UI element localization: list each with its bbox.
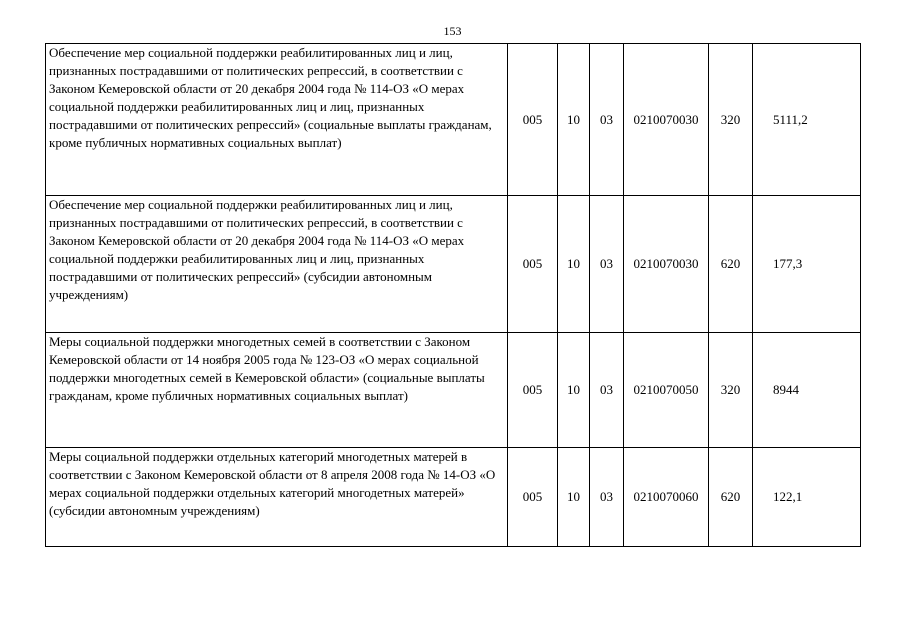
- ministry-code-cell: 005: [508, 333, 558, 448]
- expense-type-cell: 620: [709, 448, 753, 547]
- table-row: [46, 196, 861, 333]
- subsection-code-cell: 03: [590, 448, 624, 547]
- table-row: [46, 448, 861, 547]
- section-code-cell: 10: [558, 448, 590, 547]
- amount-cell: 8944: [753, 333, 861, 448]
- expense-type-cell: 320: [709, 44, 753, 196]
- subsection-code-cell: 03: [590, 333, 624, 448]
- expense-name-cell: Меры социальной поддержки отдельных категорий многодетных матерей в соответствии с Законом Кемеровской области от 8 апреля 2008 года № 14-ОЗ «О мерах социальной поддержки отдельных категорий многодетных матерей» (субсидии автономным учреждениям): [46, 448, 508, 547]
- budget-table: [45, 43, 861, 547]
- ministry-code-cell: 005: [508, 448, 558, 547]
- subsection-code-cell: 03: [590, 196, 624, 333]
- target-article-cell: 0210070050: [624, 333, 709, 448]
- expense-name-cell: Обеспечение мер социальной поддержки реабилитированных лиц и лиц, признанных пострадавшими от политических репрессий, в соответствии с Законом Кемеровской области от 20 декабря 2004 года № 114-ОЗ «О мерах социальной поддержки реабилитированных лиц и лиц, признанных пострадавшими от политических репрессий» (субсидии автономным учреждениям): [46, 196, 508, 333]
- target-article-cell: 0210070030: [624, 44, 709, 196]
- expense-type-cell: 320: [709, 333, 753, 448]
- target-article-cell: 0210070030: [624, 196, 709, 333]
- ministry-code-cell: 005: [508, 196, 558, 333]
- page-number: 153: [443, 24, 462, 38]
- subsection-code-cell: 03: [590, 44, 624, 196]
- amount-cell: 122,1: [753, 448, 861, 547]
- amount-cell: 177,3: [753, 196, 861, 333]
- ministry-code-cell: 005: [508, 44, 558, 196]
- table-row: [46, 333, 861, 448]
- section-code-cell: 10: [558, 44, 590, 196]
- amount-cell: 5111,2: [753, 44, 861, 196]
- expense-name-cell: Меры социальной поддержки многодетных семей в соответствии с Законом Кемеровской области от 14 ноября 2005 года № 123-ОЗ «О мерах социальной поддержки многодетных семей в Кемеровской области» (социальные выплаты гражданам, кроме публичных нормативных социальных выплат): [46, 333, 508, 448]
- expense-type-cell: 620: [709, 196, 753, 333]
- target-article-cell: 0210070060: [624, 448, 709, 547]
- expense-name-cell: Обеспечение мер социальной поддержки реабилитированных лиц и лиц, признанных пострадавшими от политических репрессий, в соответствии с Законом Кемеровской области от 20 декабря 2004 года № 114-ОЗ «О мерах социальной поддержки реабилитированных лиц и лиц, признанных пострадавшими от политических репрессий» (социальные выплаты гражданам, кроме публичных нормативных социальных выплат): [46, 44, 508, 196]
- section-code-cell: 10: [558, 333, 590, 448]
- table-row: [46, 44, 861, 196]
- section-code-cell: 10: [558, 196, 590, 333]
